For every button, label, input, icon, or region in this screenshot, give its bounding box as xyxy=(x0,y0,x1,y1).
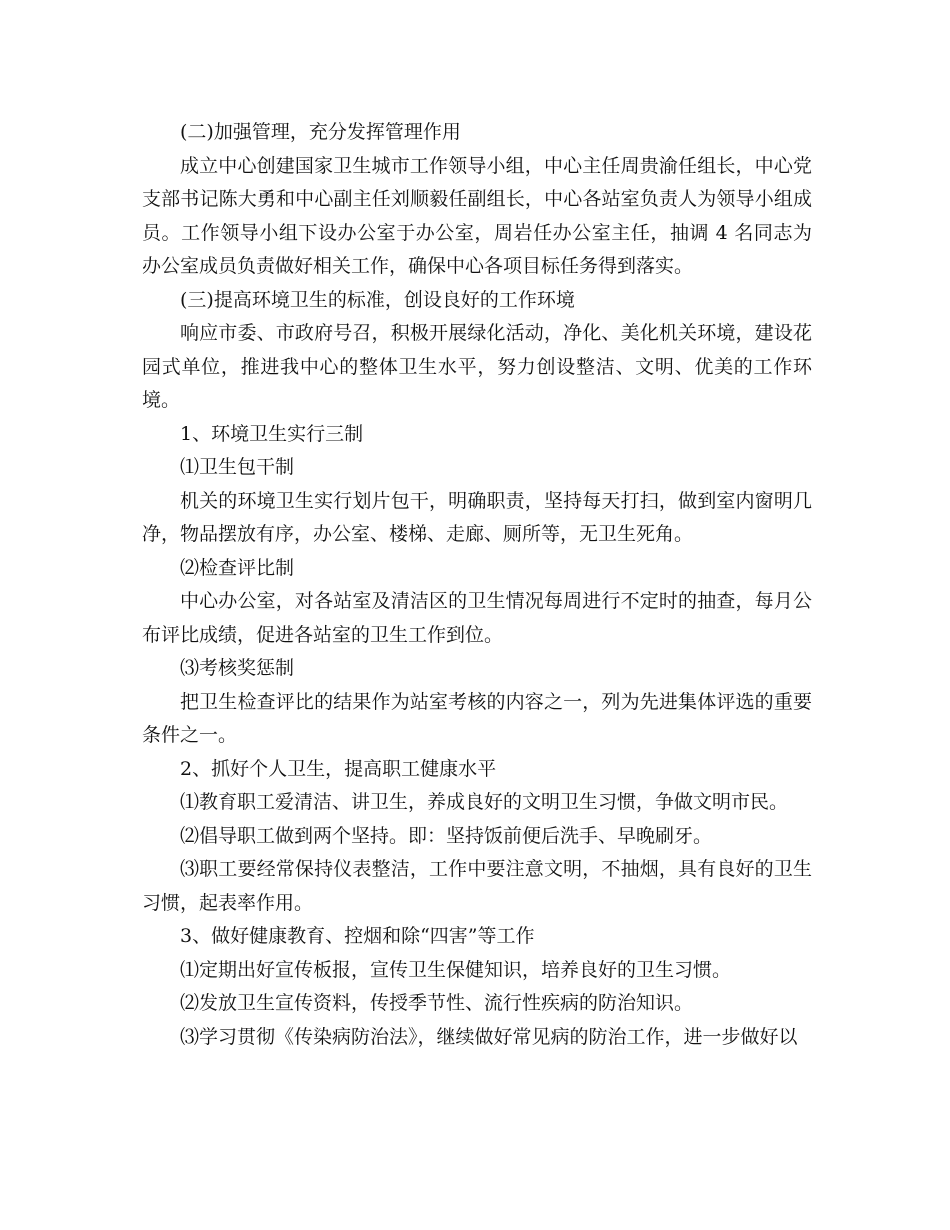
list-item-education-2: ⑵发放卫生宣传资料，传授季节性、流行性疾病的防治知识。 xyxy=(180,992,694,1014)
list-item-hygiene-1: ⑴教育职工爱清洁、讲卫生，养成良好的文明卫生习惯，争做文明市民。 xyxy=(180,791,789,813)
subheading-assessment-rewards: ⑶考核奖惩制 xyxy=(180,657,295,679)
paragraph-greening-activities: 响应市委、市政府号召，积极开展绿化活动，净化、美化机关环境，建设花园式单位，推进我中心的整体卫生水平，努力创设整洁、文明、优美的工作环境。 xyxy=(142,322,812,411)
heading-health-education: 3、做好健康教育、控烟和除“四害”等工作 xyxy=(180,925,535,947)
heading-personal-hygiene: 2、抓好个人卫生，提高职工健康水平 xyxy=(180,757,497,780)
list-item-education-3: ⑶学习贯彻《传染病防治法》，继续做好常见病的防治工作，进一步做好以 xyxy=(180,1025,798,1048)
document-body xyxy=(142,116,812,1054)
paragraph-leadership-group: 成立中心创建国家卫生城市工作领导小组，中心主任周贵渝任组长，中心党支部书记陈大勇和中心副主任刘顺毅任副组长，中心各站室负责人为领导小组成员。工作领导小组下设办公室于办公室，周岩任办公室主任，抽调 4 名同志为办公室成员负责做好相关工作，确保中心各项目标任务得到落实。 xyxy=(142,154,812,277)
subheading-inspection-evaluation: ⑵检查评比制 xyxy=(180,556,295,579)
list-item-hygiene-2: ⑵倡导职工做到两个坚持。即：坚持饭前便后洗手、早晚刷牙。 xyxy=(180,824,713,847)
heading-strengthen-management: (二)加强管理，充分发挥管理作用 xyxy=(180,121,461,143)
subheading-sanitation-responsibility: ⑴卫生包干制 xyxy=(180,456,295,478)
heading-environment-standards: (三)提高环境卫生的标准，创设良好的工作环境 xyxy=(180,288,575,311)
paragraph-sanitation-responsibility: 机关的环境卫生实行划片包干，明确职责，坚持每天打扫，做到室内窗明几净，物品摆放有序，办公室、楼梯、走廊、厕所等，无卫生死角。 xyxy=(142,489,812,545)
paragraph-assessment-rewards: 把卫生检查评比的结果作为站室考核的内容之一，列为先进集体评选的重要条件之一。 xyxy=(142,690,812,746)
list-item-hygiene-3: ⑶职工要经常保持仪表整洁，工作中要注意文明，不抽烟，具有良好的卫生习惯，起表率作用。 xyxy=(142,858,812,914)
paragraph-inspection-evaluation: 中心办公室，对各站室及清洁区的卫生情况每周进行不定时的抽查，每月公布评比成绩，促进各站室的卫生工作到位。 xyxy=(142,590,812,646)
heading-three-systems: 1、环境卫生实行三制 xyxy=(180,422,364,445)
list-item-education-1: ⑴定期出好宣传板报，宣传卫生保健知识，培养良好的卫生习惯。 xyxy=(180,958,732,981)
